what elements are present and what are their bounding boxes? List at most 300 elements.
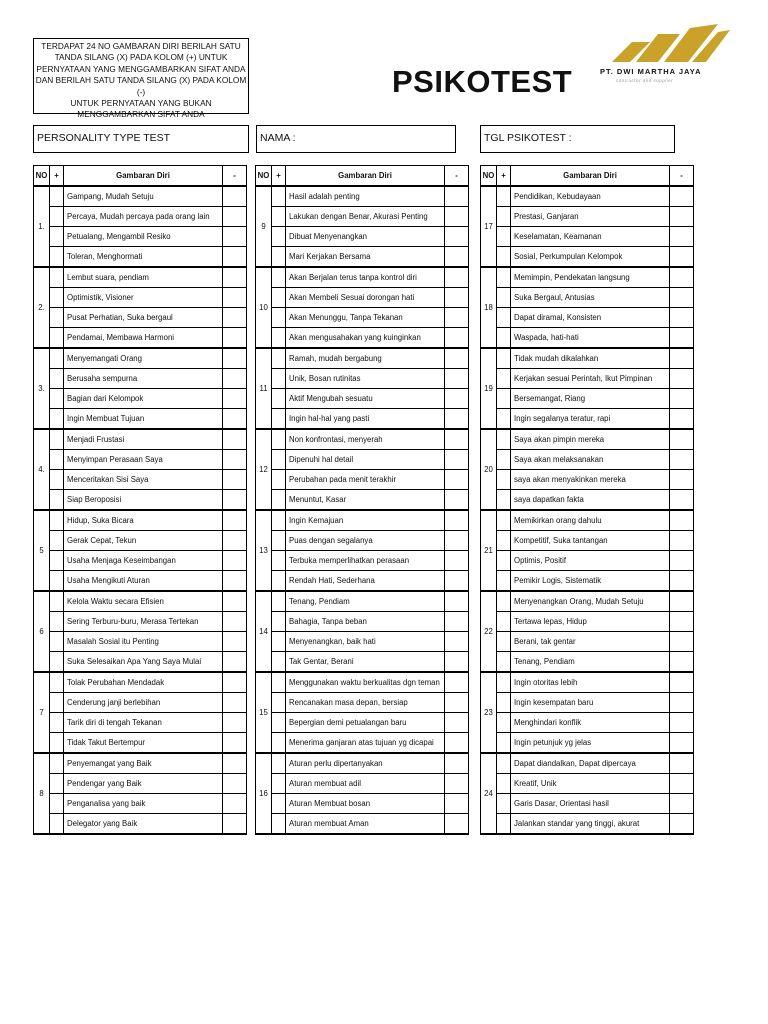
- table-row: [481, 591, 694, 612]
- minus-checkbox[interactable]: [670, 288, 694, 308]
- statement-text: Kreatif, Unik: [511, 774, 670, 794]
- statement-text: Menceritakan Sisi Saya: [64, 470, 223, 490]
- name-field[interactable]: NAMA :: [256, 125, 456, 153]
- plus-checkbox[interactable]: [272, 308, 286, 328]
- minus-checkbox[interactable]: [670, 490, 694, 511]
- plus-checkbox[interactable]: [50, 186, 64, 207]
- statement-text: Usaha Menjaga Keseimbangan: [64, 551, 223, 571]
- table-row: [256, 794, 469, 814]
- table-row: [481, 733, 694, 754]
- minus-checkbox[interactable]: [223, 450, 247, 470]
- minus-checkbox[interactable]: [670, 470, 694, 490]
- minus-checkbox[interactable]: [223, 389, 247, 409]
- plus-checkbox[interactable]: [272, 632, 286, 652]
- minus-checkbox[interactable]: [223, 207, 247, 227]
- table-row: [34, 490, 247, 511]
- table-row: [34, 207, 247, 227]
- statement-text: Dipenuhi hal detail: [286, 450, 445, 470]
- statement-text: Memikirkan orang dahulu: [511, 510, 670, 531]
- minus-checkbox[interactable]: [445, 632, 469, 652]
- plus-checkbox[interactable]: [497, 814, 511, 835]
- minus-checkbox[interactable]: [445, 591, 469, 612]
- minus-checkbox[interactable]: [670, 348, 694, 369]
- table-row: [34, 733, 247, 754]
- plus-checkbox[interactable]: [50, 247, 64, 268]
- plus-checkbox[interactable]: [50, 753, 64, 774]
- plus-checkbox[interactable]: [497, 450, 511, 470]
- plus-checkbox[interactable]: [272, 247, 286, 268]
- minus-checkbox[interactable]: [445, 186, 469, 207]
- plus-checkbox[interactable]: [50, 490, 64, 511]
- plus-checkbox[interactable]: [497, 227, 511, 247]
- question-number: 18: [481, 267, 497, 348]
- plus-checkbox[interactable]: [50, 551, 64, 571]
- plus-checkbox[interactable]: [497, 591, 511, 612]
- plus-checkbox[interactable]: [272, 328, 286, 349]
- minus-checkbox[interactable]: [223, 571, 247, 592]
- minus-checkbox[interactable]: [670, 794, 694, 814]
- statement-text: Ingin hal-hal yang pasti: [286, 409, 445, 430]
- table-row: [481, 227, 694, 247]
- minus-checkbox[interactable]: [445, 429, 469, 450]
- plus-checkbox[interactable]: [50, 409, 64, 430]
- minus-checkbox[interactable]: [223, 591, 247, 612]
- minus-checkbox[interactable]: [445, 652, 469, 673]
- plus-checkbox[interactable]: [497, 531, 511, 551]
- minus-checkbox[interactable]: [223, 227, 247, 247]
- statement-text: Sering Terburu-buru, Merasa Tertekan: [64, 612, 223, 632]
- plus-checkbox[interactable]: [272, 652, 286, 673]
- minus-checkbox[interactable]: [670, 510, 694, 531]
- plus-checkbox[interactable]: [497, 632, 511, 652]
- plus-checkbox[interactable]: [497, 551, 511, 571]
- plus-checkbox[interactable]: [272, 389, 286, 409]
- statement-text: Ingin petunjuk yg jelas: [511, 733, 670, 754]
- plus-checkbox[interactable]: [497, 470, 511, 490]
- test-date-field[interactable]: TGL PSIKOTEST :: [480, 125, 675, 153]
- plus-checkbox[interactable]: [50, 531, 64, 551]
- plus-checkbox[interactable]: [272, 186, 286, 207]
- table-row: [34, 632, 247, 652]
- plus-checkbox[interactable]: [497, 389, 511, 409]
- header-minus: -: [223, 166, 247, 187]
- minus-checkbox[interactable]: [223, 308, 247, 328]
- statement-text: Ingin kesempatan baru: [511, 693, 670, 713]
- plus-checkbox[interactable]: [272, 409, 286, 430]
- table-row: [34, 429, 247, 450]
- plus-checkbox[interactable]: [497, 267, 511, 288]
- minus-checkbox[interactable]: [445, 328, 469, 349]
- minus-checkbox[interactable]: [670, 551, 694, 571]
- minus-checkbox[interactable]: [445, 247, 469, 268]
- statement-text: Lakukan dengan Benar, Akurasi Penting: [286, 207, 445, 227]
- plus-checkbox[interactable]: [272, 207, 286, 227]
- statement-text: Saya akan pimpin mereka: [511, 429, 670, 450]
- table-row: [481, 652, 694, 673]
- plus-checkbox[interactable]: [272, 713, 286, 733]
- plus-checkbox[interactable]: [50, 652, 64, 673]
- minus-checkbox[interactable]: [445, 389, 469, 409]
- plus-checkbox[interactable]: [497, 693, 511, 713]
- plus-checkbox[interactable]: [50, 571, 64, 592]
- plus-checkbox[interactable]: [50, 612, 64, 632]
- plus-checkbox[interactable]: [497, 733, 511, 754]
- plus-checkbox[interactable]: [497, 510, 511, 531]
- minus-checkbox[interactable]: [670, 308, 694, 328]
- minus-checkbox[interactable]: [445, 571, 469, 592]
- table-header: [481, 166, 694, 187]
- table-row: [34, 267, 247, 288]
- minus-checkbox[interactable]: [445, 450, 469, 470]
- plus-checkbox[interactable]: [497, 490, 511, 511]
- table-row: [481, 267, 694, 288]
- plus-checkbox[interactable]: [50, 733, 64, 754]
- plus-checkbox[interactable]: [272, 531, 286, 551]
- table-row: [256, 186, 469, 207]
- minus-checkbox[interactable]: [223, 693, 247, 713]
- question-number: 2.: [34, 267, 50, 348]
- minus-checkbox[interactable]: [670, 186, 694, 207]
- plus-checkbox[interactable]: [497, 774, 511, 794]
- plus-checkbox[interactable]: [50, 693, 64, 713]
- plus-checkbox[interactable]: [50, 713, 64, 733]
- plus-checkbox[interactable]: [50, 207, 64, 227]
- minus-checkbox[interactable]: [445, 693, 469, 713]
- plus-checkbox[interactable]: [272, 348, 286, 369]
- minus-checkbox[interactable]: [223, 369, 247, 389]
- minus-checkbox[interactable]: [670, 409, 694, 430]
- plus-checkbox[interactable]: [272, 733, 286, 754]
- statement-text: Ingin Kemajuan: [286, 510, 445, 531]
- minus-checkbox[interactable]: [445, 713, 469, 733]
- plus-checkbox[interactable]: [50, 429, 64, 450]
- minus-checkbox[interactable]: [670, 227, 694, 247]
- statement-text: Cenderung janji berlebihan: [64, 693, 223, 713]
- table-row: [34, 369, 247, 389]
- table-row: [34, 409, 247, 430]
- minus-checkbox[interactable]: [223, 753, 247, 774]
- question-number: 12: [256, 429, 272, 510]
- plus-checkbox[interactable]: [50, 450, 64, 470]
- statement-text: Sosial, Perkumpulan Kelompok: [511, 247, 670, 268]
- plus-checkbox[interactable]: [497, 713, 511, 733]
- minus-checkbox[interactable]: [670, 531, 694, 551]
- plus-checkbox[interactable]: [272, 369, 286, 389]
- plus-checkbox[interactable]: [497, 186, 511, 207]
- minus-checkbox[interactable]: [670, 632, 694, 652]
- minus-checkbox[interactable]: [223, 551, 247, 571]
- table-row: [256, 652, 469, 673]
- minus-checkbox[interactable]: [445, 774, 469, 794]
- plus-checkbox[interactable]: [272, 450, 286, 470]
- plus-checkbox[interactable]: [50, 632, 64, 652]
- plus-checkbox[interactable]: [50, 470, 64, 490]
- plus-checkbox[interactable]: [497, 672, 511, 693]
- minus-checkbox[interactable]: [445, 814, 469, 835]
- table-row: [256, 531, 469, 551]
- plus-checkbox[interactable]: [497, 409, 511, 430]
- header-no: NO: [256, 166, 272, 187]
- plus-checkbox[interactable]: [50, 288, 64, 308]
- table-row: [256, 774, 469, 794]
- table-row: [481, 672, 694, 693]
- table-row: [256, 207, 469, 227]
- statement-text: Tidak Takut Bertempur: [64, 733, 223, 754]
- minus-checkbox[interactable]: [223, 348, 247, 369]
- minus-checkbox[interactable]: [670, 672, 694, 693]
- minus-checkbox[interactable]: [223, 612, 247, 632]
- statement-text: Optimistik, Visioner: [64, 288, 223, 308]
- plus-checkbox[interactable]: [497, 288, 511, 308]
- question-table-1: [33, 165, 247, 835]
- minus-checkbox[interactable]: [670, 328, 694, 349]
- header-minus: -: [670, 166, 694, 187]
- table-row: [256, 632, 469, 652]
- plus-checkbox[interactable]: [497, 369, 511, 389]
- minus-checkbox[interactable]: [445, 470, 469, 490]
- plus-checkbox[interactable]: [50, 389, 64, 409]
- plus-checkbox[interactable]: [272, 814, 286, 835]
- plus-checkbox[interactable]: [272, 591, 286, 612]
- statement-text: Pendidikan, Kebudayaan: [511, 186, 670, 207]
- minus-checkbox[interactable]: [223, 652, 247, 673]
- minus-checkbox[interactable]: [670, 591, 694, 612]
- table-row: [34, 470, 247, 490]
- statement-text: Prestasi, Ganjaran: [511, 207, 670, 227]
- plus-checkbox[interactable]: [272, 490, 286, 511]
- minus-checkbox[interactable]: [670, 571, 694, 592]
- statement-text: saya dapatkan fakta: [511, 490, 670, 511]
- plus-checkbox[interactable]: [497, 247, 511, 268]
- plus-checkbox[interactable]: [497, 571, 511, 592]
- table-row: [481, 551, 694, 571]
- plus-checkbox[interactable]: [497, 429, 511, 450]
- statement-text: Tidak mudah dikalahkan: [511, 348, 670, 369]
- plus-checkbox[interactable]: [272, 267, 286, 288]
- minus-checkbox[interactable]: [670, 713, 694, 733]
- question-number: 3.: [34, 348, 50, 429]
- statement-text: Bahagia, Tanpa beban: [286, 612, 445, 632]
- minus-checkbox[interactable]: [223, 470, 247, 490]
- plus-checkbox[interactable]: [272, 227, 286, 247]
- minus-checkbox[interactable]: [445, 227, 469, 247]
- statement-text: Kerjakan sesuai Perintah, Ikut Pimpinan: [511, 369, 670, 389]
- minus-checkbox[interactable]: [670, 814, 694, 835]
- statement-text: Tenang, Pendiam: [286, 591, 445, 612]
- minus-checkbox[interactable]: [445, 531, 469, 551]
- table-row: [256, 348, 469, 369]
- table-row: [481, 571, 694, 592]
- plus-checkbox[interactable]: [50, 814, 64, 835]
- minus-checkbox[interactable]: [445, 551, 469, 571]
- statement-text: Pusat Perhatian, Suka bergaul: [64, 308, 223, 328]
- table-row: [34, 571, 247, 592]
- plus-checkbox[interactable]: [50, 794, 64, 814]
- table-row: [256, 551, 469, 571]
- table-row: [481, 490, 694, 511]
- question-number: 7: [34, 672, 50, 753]
- plus-checkbox[interactable]: [272, 612, 286, 632]
- minus-checkbox[interactable]: [670, 247, 694, 268]
- plus-checkbox[interactable]: [50, 672, 64, 693]
- minus-checkbox[interactable]: [445, 409, 469, 430]
- plus-checkbox[interactable]: [497, 753, 511, 774]
- minus-checkbox[interactable]: [670, 267, 694, 288]
- plus-checkbox[interactable]: [272, 774, 286, 794]
- statement-text: Toleran, Menghormati: [64, 247, 223, 268]
- plus-checkbox[interactable]: [497, 612, 511, 632]
- minus-checkbox[interactable]: [445, 733, 469, 754]
- minus-checkbox[interactable]: [445, 794, 469, 814]
- plus-checkbox[interactable]: [497, 207, 511, 227]
- minus-checkbox[interactable]: [445, 267, 469, 288]
- question-number: 14: [256, 591, 272, 672]
- minus-checkbox[interactable]: [670, 774, 694, 794]
- minus-checkbox[interactable]: [670, 450, 694, 470]
- minus-checkbox[interactable]: [445, 753, 469, 774]
- minus-checkbox[interactable]: [445, 369, 469, 389]
- statement-text: Akan Berjalan terus tanpa kontrol diri: [286, 267, 445, 288]
- plus-checkbox[interactable]: [50, 369, 64, 389]
- table-row: [481, 794, 694, 814]
- minus-checkbox[interactable]: [670, 753, 694, 774]
- question-number: 16: [256, 753, 272, 834]
- plus-checkbox[interactable]: [272, 551, 286, 571]
- minus-checkbox[interactable]: [223, 288, 247, 308]
- plus-checkbox[interactable]: [50, 591, 64, 612]
- table-header: [34, 166, 247, 187]
- table-row: [34, 652, 247, 673]
- minus-checkbox[interactable]: [223, 632, 247, 652]
- statement-text: Terbuka memperlihatkan perasaan: [286, 551, 445, 571]
- table-row: [256, 450, 469, 470]
- minus-checkbox[interactable]: [445, 288, 469, 308]
- plus-checkbox[interactable]: [50, 328, 64, 349]
- minus-checkbox[interactable]: [223, 774, 247, 794]
- page-title: PSIKOTEST: [392, 64, 573, 99]
- minus-checkbox[interactable]: [223, 531, 247, 551]
- minus-checkbox[interactable]: [223, 672, 247, 693]
- minus-checkbox[interactable]: [223, 490, 247, 511]
- statement-text: Tolak Perubahan Mendadak: [64, 672, 223, 693]
- minus-checkbox[interactable]: [670, 429, 694, 450]
- minus-checkbox[interactable]: [670, 369, 694, 389]
- table-row: [34, 227, 247, 247]
- minus-checkbox[interactable]: [445, 672, 469, 693]
- minus-checkbox[interactable]: [223, 510, 247, 531]
- minus-checkbox[interactable]: [223, 794, 247, 814]
- minus-checkbox[interactable]: [223, 814, 247, 835]
- statement-text: Bepergian demi petualangan baru: [286, 713, 445, 733]
- plus-checkbox[interactable]: [272, 753, 286, 774]
- table-row: [481, 612, 694, 632]
- plus-checkbox[interactable]: [50, 227, 64, 247]
- statement-text: Dapat diramal, Konsisten: [511, 308, 670, 328]
- plus-checkbox[interactable]: [272, 672, 286, 693]
- header-desc: Gambaran Diri: [511, 166, 670, 187]
- plus-checkbox[interactable]: [272, 571, 286, 592]
- minus-checkbox[interactable]: [223, 429, 247, 450]
- minus-checkbox[interactable]: [223, 267, 247, 288]
- table-row: [256, 308, 469, 328]
- statement-text: Mari Kerjakan Bersama: [286, 247, 445, 268]
- minus-checkbox[interactable]: [670, 612, 694, 632]
- table-row: [34, 186, 247, 207]
- minus-checkbox[interactable]: [445, 510, 469, 531]
- plus-checkbox[interactable]: [272, 693, 286, 713]
- minus-checkbox[interactable]: [670, 693, 694, 713]
- plus-checkbox[interactable]: [272, 510, 286, 531]
- table-row: [481, 369, 694, 389]
- table-row: [256, 409, 469, 430]
- statement-text: Usaha Mengikuti Aturan: [64, 571, 223, 592]
- table-row: [34, 612, 247, 632]
- table-header: [256, 166, 469, 187]
- question-number: 21: [481, 510, 497, 591]
- minus-checkbox[interactable]: [223, 328, 247, 349]
- plus-checkbox[interactable]: [50, 774, 64, 794]
- table-row: [481, 693, 694, 713]
- plus-checkbox[interactable]: [50, 308, 64, 328]
- statement-text: Aturan Membuat bosan: [286, 794, 445, 814]
- minus-checkbox[interactable]: [670, 389, 694, 409]
- company-tagline: contractor and supplier: [616, 78, 674, 83]
- statement-text: Gerak Cepat, Tekun: [64, 531, 223, 551]
- statement-text: Masalah Sosial itu Penting: [64, 632, 223, 652]
- minus-checkbox[interactable]: [445, 612, 469, 632]
- table-row: [256, 510, 469, 531]
- statement-text: Akan Menunggu, Tanpa Tekanan: [286, 308, 445, 328]
- statement-text: Akan mengusahakan yang kuinginkan: [286, 328, 445, 349]
- statement-text: Memimpin, Pendekatan langsung: [511, 267, 670, 288]
- plus-checkbox[interactable]: [50, 348, 64, 369]
- table-row: [34, 693, 247, 713]
- minus-checkbox[interactable]: [223, 713, 247, 733]
- plus-checkbox[interactable]: [497, 794, 511, 814]
- minus-checkbox[interactable]: [445, 490, 469, 511]
- minus-checkbox[interactable]: [670, 207, 694, 227]
- plus-checkbox[interactable]: [497, 348, 511, 369]
- minus-checkbox[interactable]: [223, 733, 247, 754]
- statement-text: Bagian dari Kelompok: [64, 389, 223, 409]
- minus-checkbox[interactable]: [223, 409, 247, 430]
- plus-checkbox[interactable]: [497, 652, 511, 673]
- minus-checkbox[interactable]: [670, 652, 694, 673]
- plus-checkbox[interactable]: [272, 288, 286, 308]
- minus-checkbox[interactable]: [670, 733, 694, 754]
- minus-checkbox[interactable]: [223, 247, 247, 268]
- plus-checkbox[interactable]: [497, 328, 511, 349]
- question-table-3: [480, 165, 694, 835]
- statement-text: Optimis, Positif: [511, 551, 670, 571]
- plus-checkbox[interactable]: [272, 429, 286, 450]
- minus-checkbox[interactable]: [445, 348, 469, 369]
- header-no: NO: [34, 166, 50, 187]
- minus-checkbox[interactable]: [445, 207, 469, 227]
- plus-checkbox[interactable]: [50, 267, 64, 288]
- minus-checkbox[interactable]: [445, 308, 469, 328]
- table-row: [481, 389, 694, 409]
- statement-text: Menyemangati Orang: [64, 348, 223, 369]
- minus-checkbox[interactable]: [223, 186, 247, 207]
- plus-checkbox[interactable]: [272, 794, 286, 814]
- header-minus: -: [445, 166, 469, 187]
- plus-checkbox[interactable]: [497, 308, 511, 328]
- statement-text: Ingin segalanya teratur, rapi: [511, 409, 670, 430]
- table-row: [256, 753, 469, 774]
- plus-checkbox[interactable]: [272, 470, 286, 490]
- plus-checkbox[interactable]: [50, 510, 64, 531]
